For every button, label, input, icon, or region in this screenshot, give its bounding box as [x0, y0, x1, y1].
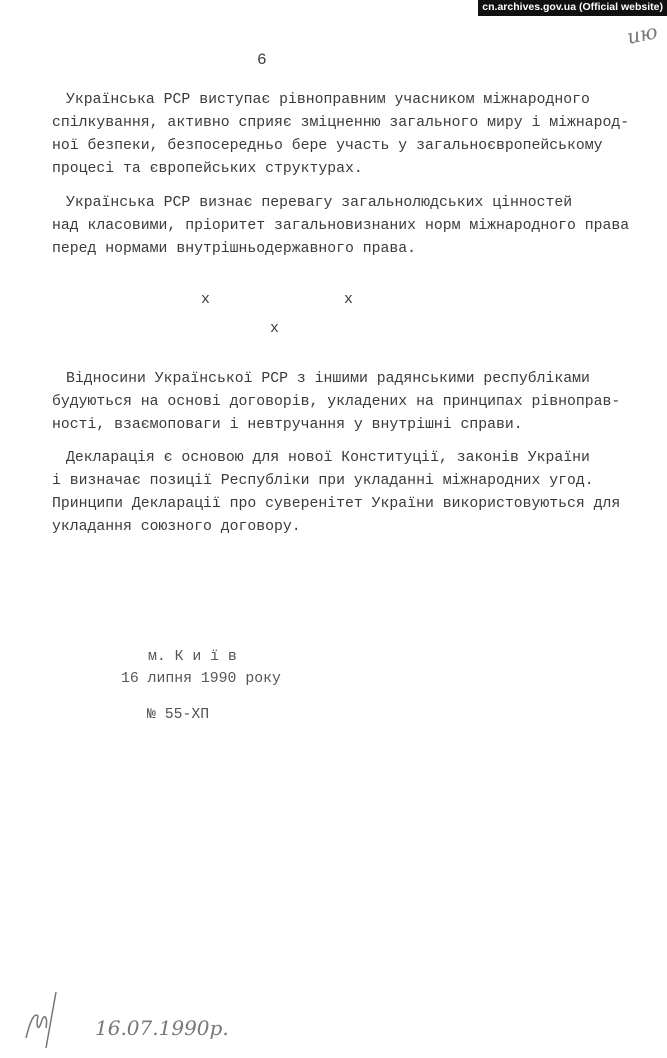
text-line: ної безпеки, безпосередньо бере участь у загальноєвропейському — [52, 138, 603, 154]
page-number: 6 — [257, 51, 267, 69]
separator-mark: x — [344, 292, 353, 308]
text-line: над класовими, пріоритет загальновизнаних норм міжнародного права — [52, 218, 630, 234]
corner-handwritten-mark: ию — [624, 19, 660, 49]
date: 16 липня 1990 року — [121, 671, 281, 687]
text-line: спілкування, активно сприяє зміцненню загального миру і міжнарод- — [52, 115, 630, 131]
watermark: cn.archives.gov.ua (Official website) — [478, 0, 667, 16]
text-line: і визначає позиції Республіки при укладанні міжнародних угод. — [52, 473, 594, 489]
document-number: № 55-ХП — [147, 707, 210, 723]
text-line: ності, взаємоповаги і невтручання у внутрішні справи. — [52, 417, 523, 433]
text-line: Принципи Декларації про суверенітет України використовуються для — [52, 496, 621, 512]
text-line: будуються на основі договорів, укладених на принципах рівноправ- — [52, 394, 621, 410]
separator-mark: x — [270, 321, 279, 337]
handwritten-date: 16.07.1990р. — [95, 1016, 229, 1040]
text-line: процесі та європейських структурах. — [52, 161, 363, 177]
text-line: Українська РСР визнає перевагу загальнолюдських цінностей — [66, 195, 573, 211]
text-line: укладання союзного договору. — [52, 519, 301, 535]
separator-mark: x — [201, 292, 210, 308]
signature — [22, 992, 62, 1052]
text-line: Українська РСР виступає рівноправним учасником міжнародного — [66, 92, 590, 108]
text-line: перед нормами внутрішньодержавного права. — [52, 241, 417, 257]
text-line: Декларація є основою для нової Конституції, законів України — [66, 450, 590, 466]
text-line: Відносини Української РСР з іншими радянськими республіками — [66, 371, 590, 387]
place: м. К и ї в — [148, 649, 237, 665]
